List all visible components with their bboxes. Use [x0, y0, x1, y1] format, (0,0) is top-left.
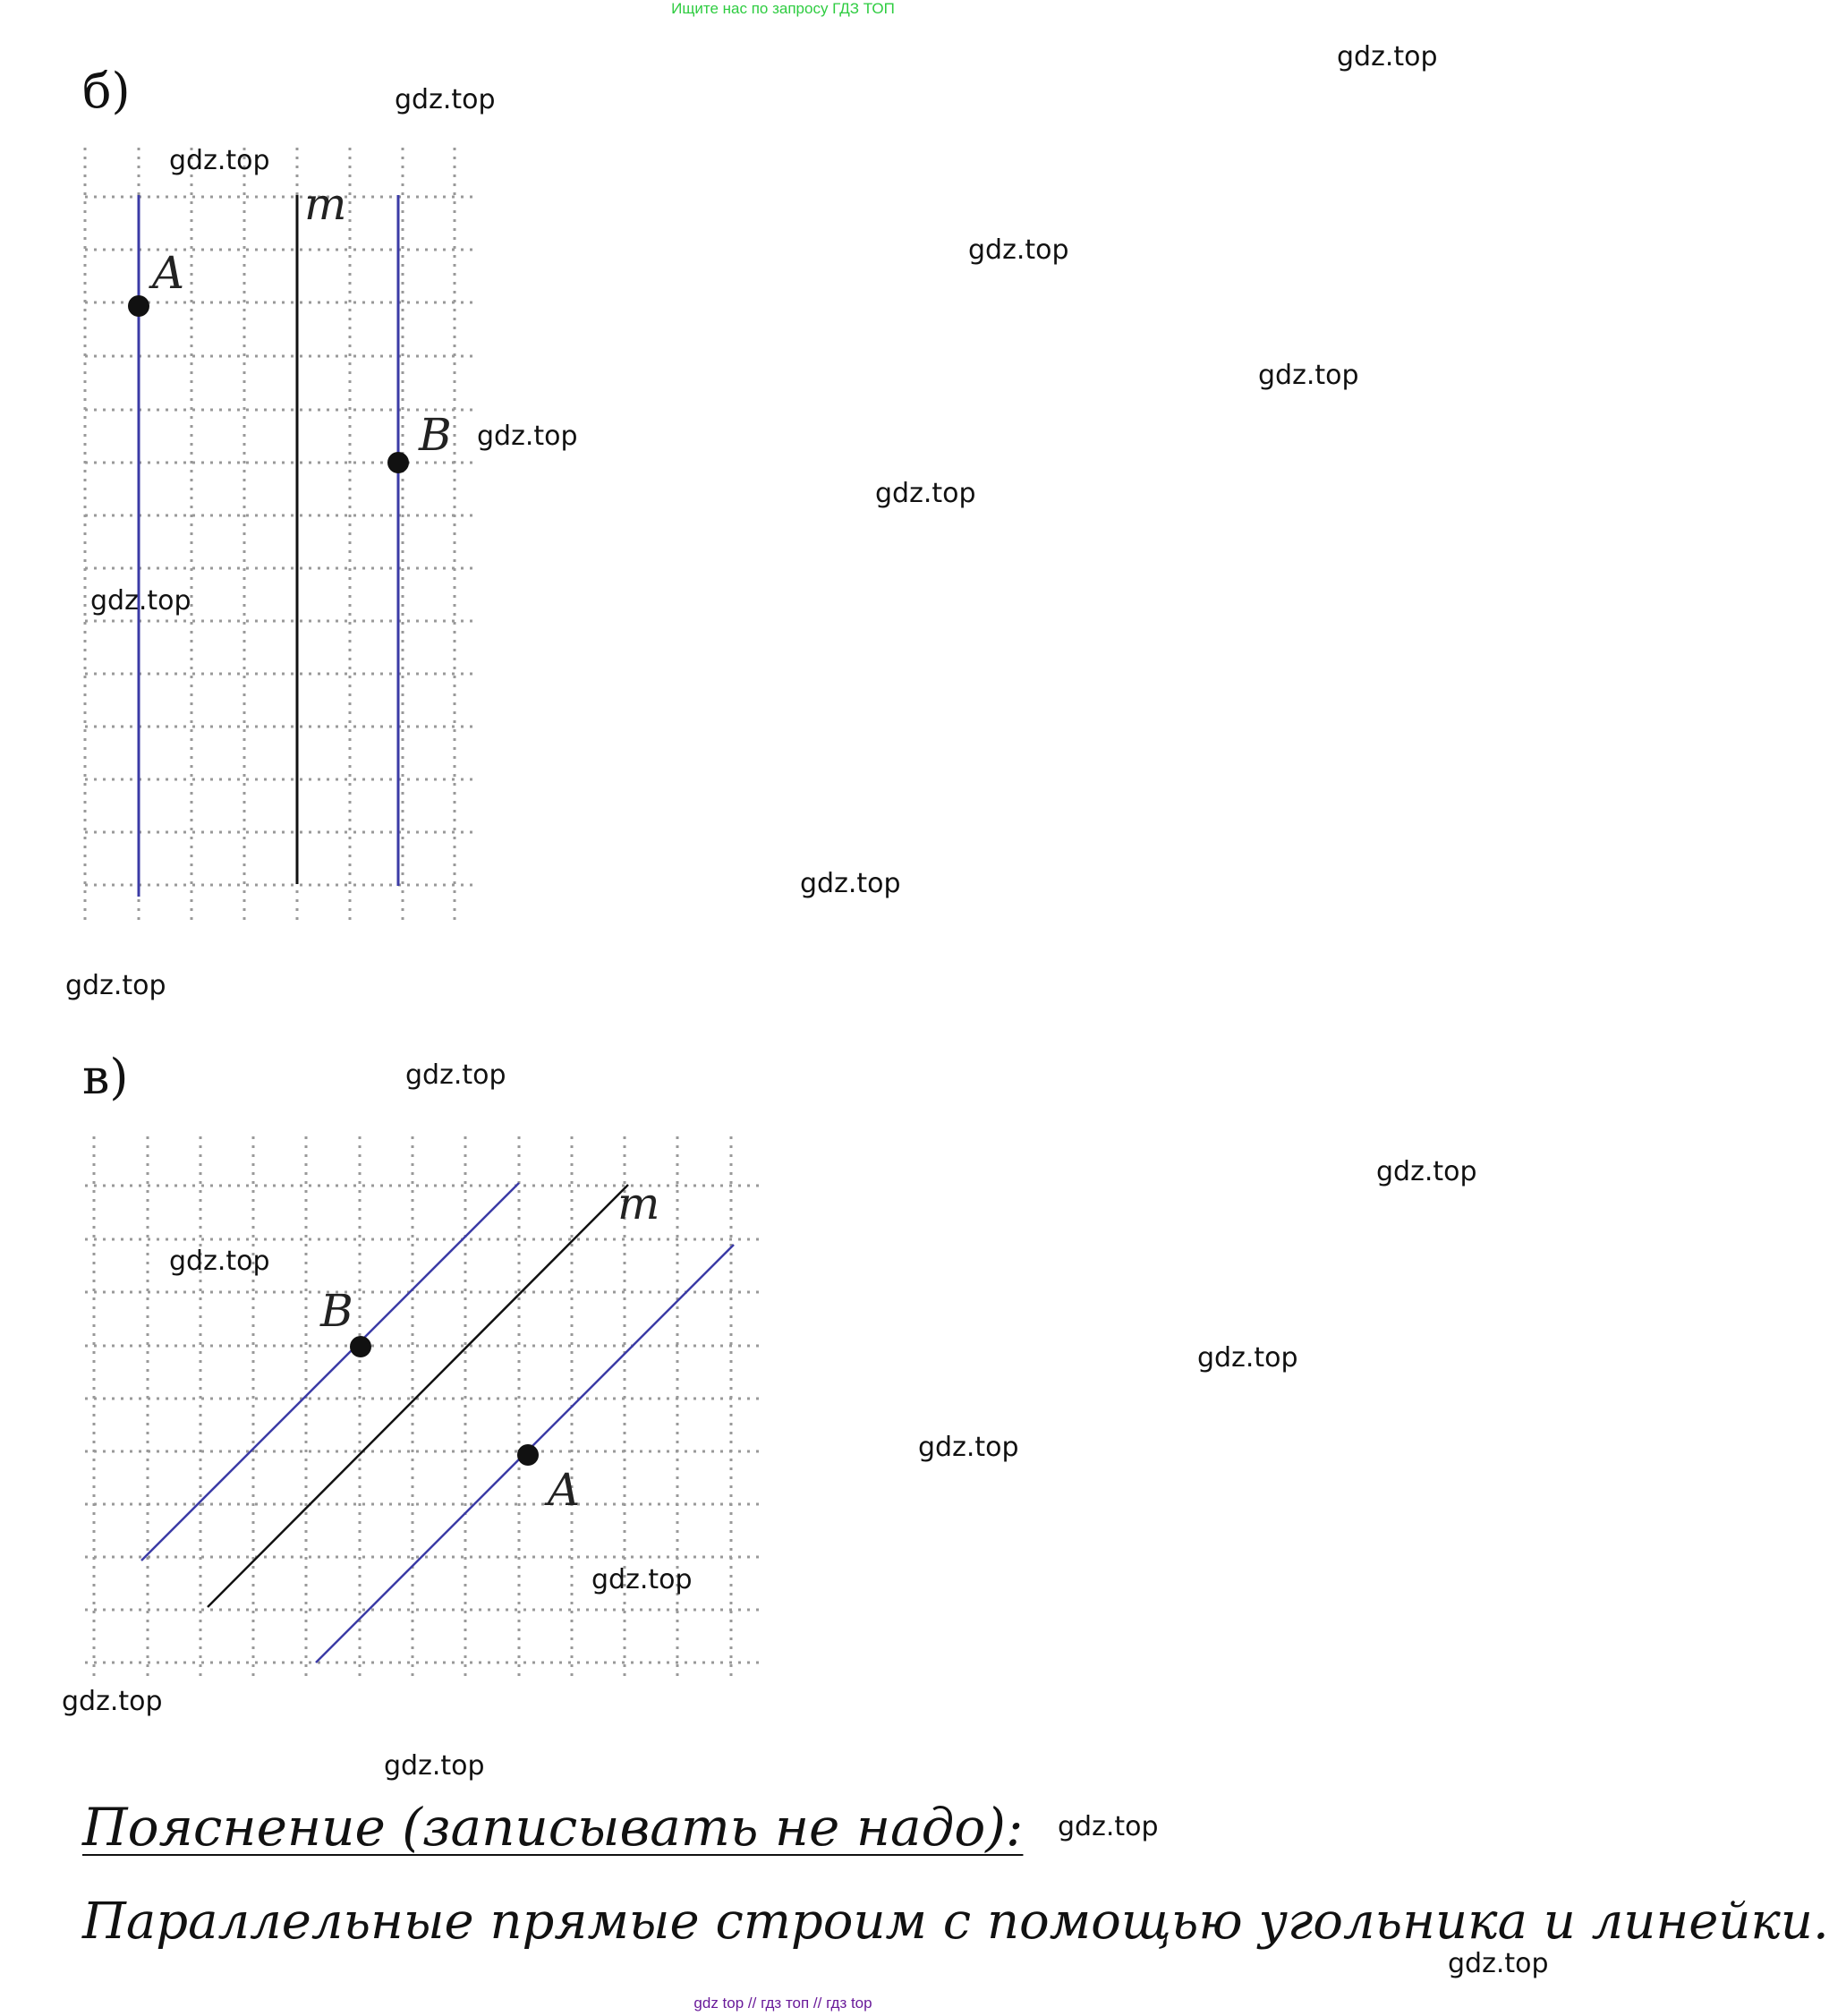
watermark: gdz.top: [62, 1686, 163, 1717]
point-b-label-v: B: [320, 1285, 353, 1337]
watermark: gdz.top: [1448, 1948, 1549, 1979]
watermark: gdz.top: [1197, 1342, 1298, 1374]
watermark: gdz.top: [918, 1432, 1019, 1463]
watermark: gdz.top: [65, 970, 166, 1001]
watermark: gdz.top: [90, 585, 191, 617]
point-a-v: [517, 1444, 539, 1466]
part-b-label: б): [82, 63, 131, 119]
watermark: gdz.top: [800, 868, 901, 899]
watermark: gdz.top: [477, 421, 578, 452]
watermark: gdz.top: [169, 1246, 270, 1277]
watermark: gdz.top: [968, 234, 1069, 266]
watermark: gdz.top: [875, 478, 976, 509]
line-m-v: [208, 1185, 628, 1607]
watermark: gdz.top: [1337, 41, 1438, 72]
watermark: gdz.top: [1058, 1811, 1159, 1842]
point-a-label-v: A: [548, 1464, 581, 1516]
watermark: gdz.top: [384, 1750, 485, 1782]
explanation-title: Пояснение (записывать не надо):: [82, 1797, 1024, 1858]
bottom-links[interactable]: gdz top // гдз топ // гдз top: [693, 1995, 872, 2012]
watermark: gdz.top: [1258, 360, 1359, 391]
point-b-label-b: B: [419, 409, 452, 461]
top-banner[interactable]: Ищите нас по запросу ГДЗ ТОП: [671, 0, 895, 17]
watermark: gdz.top: [405, 1059, 506, 1091]
watermark: gdz.top: [395, 84, 496, 115]
watermark: gdz.top: [169, 145, 270, 176]
explanation-text: Параллельные прямые строим с помощью угольника и линейки.: [82, 1893, 1829, 1951]
line-m-label-b: m: [304, 178, 347, 230]
watermark: gdz.top: [1376, 1156, 1477, 1187]
point-a-label-b: A: [152, 247, 185, 299]
point-b-v: [350, 1336, 371, 1357]
line-m-label-v: m: [617, 1178, 660, 1229]
part-v-label: в): [82, 1049, 129, 1105]
watermark: gdz.top: [591, 1564, 693, 1595]
